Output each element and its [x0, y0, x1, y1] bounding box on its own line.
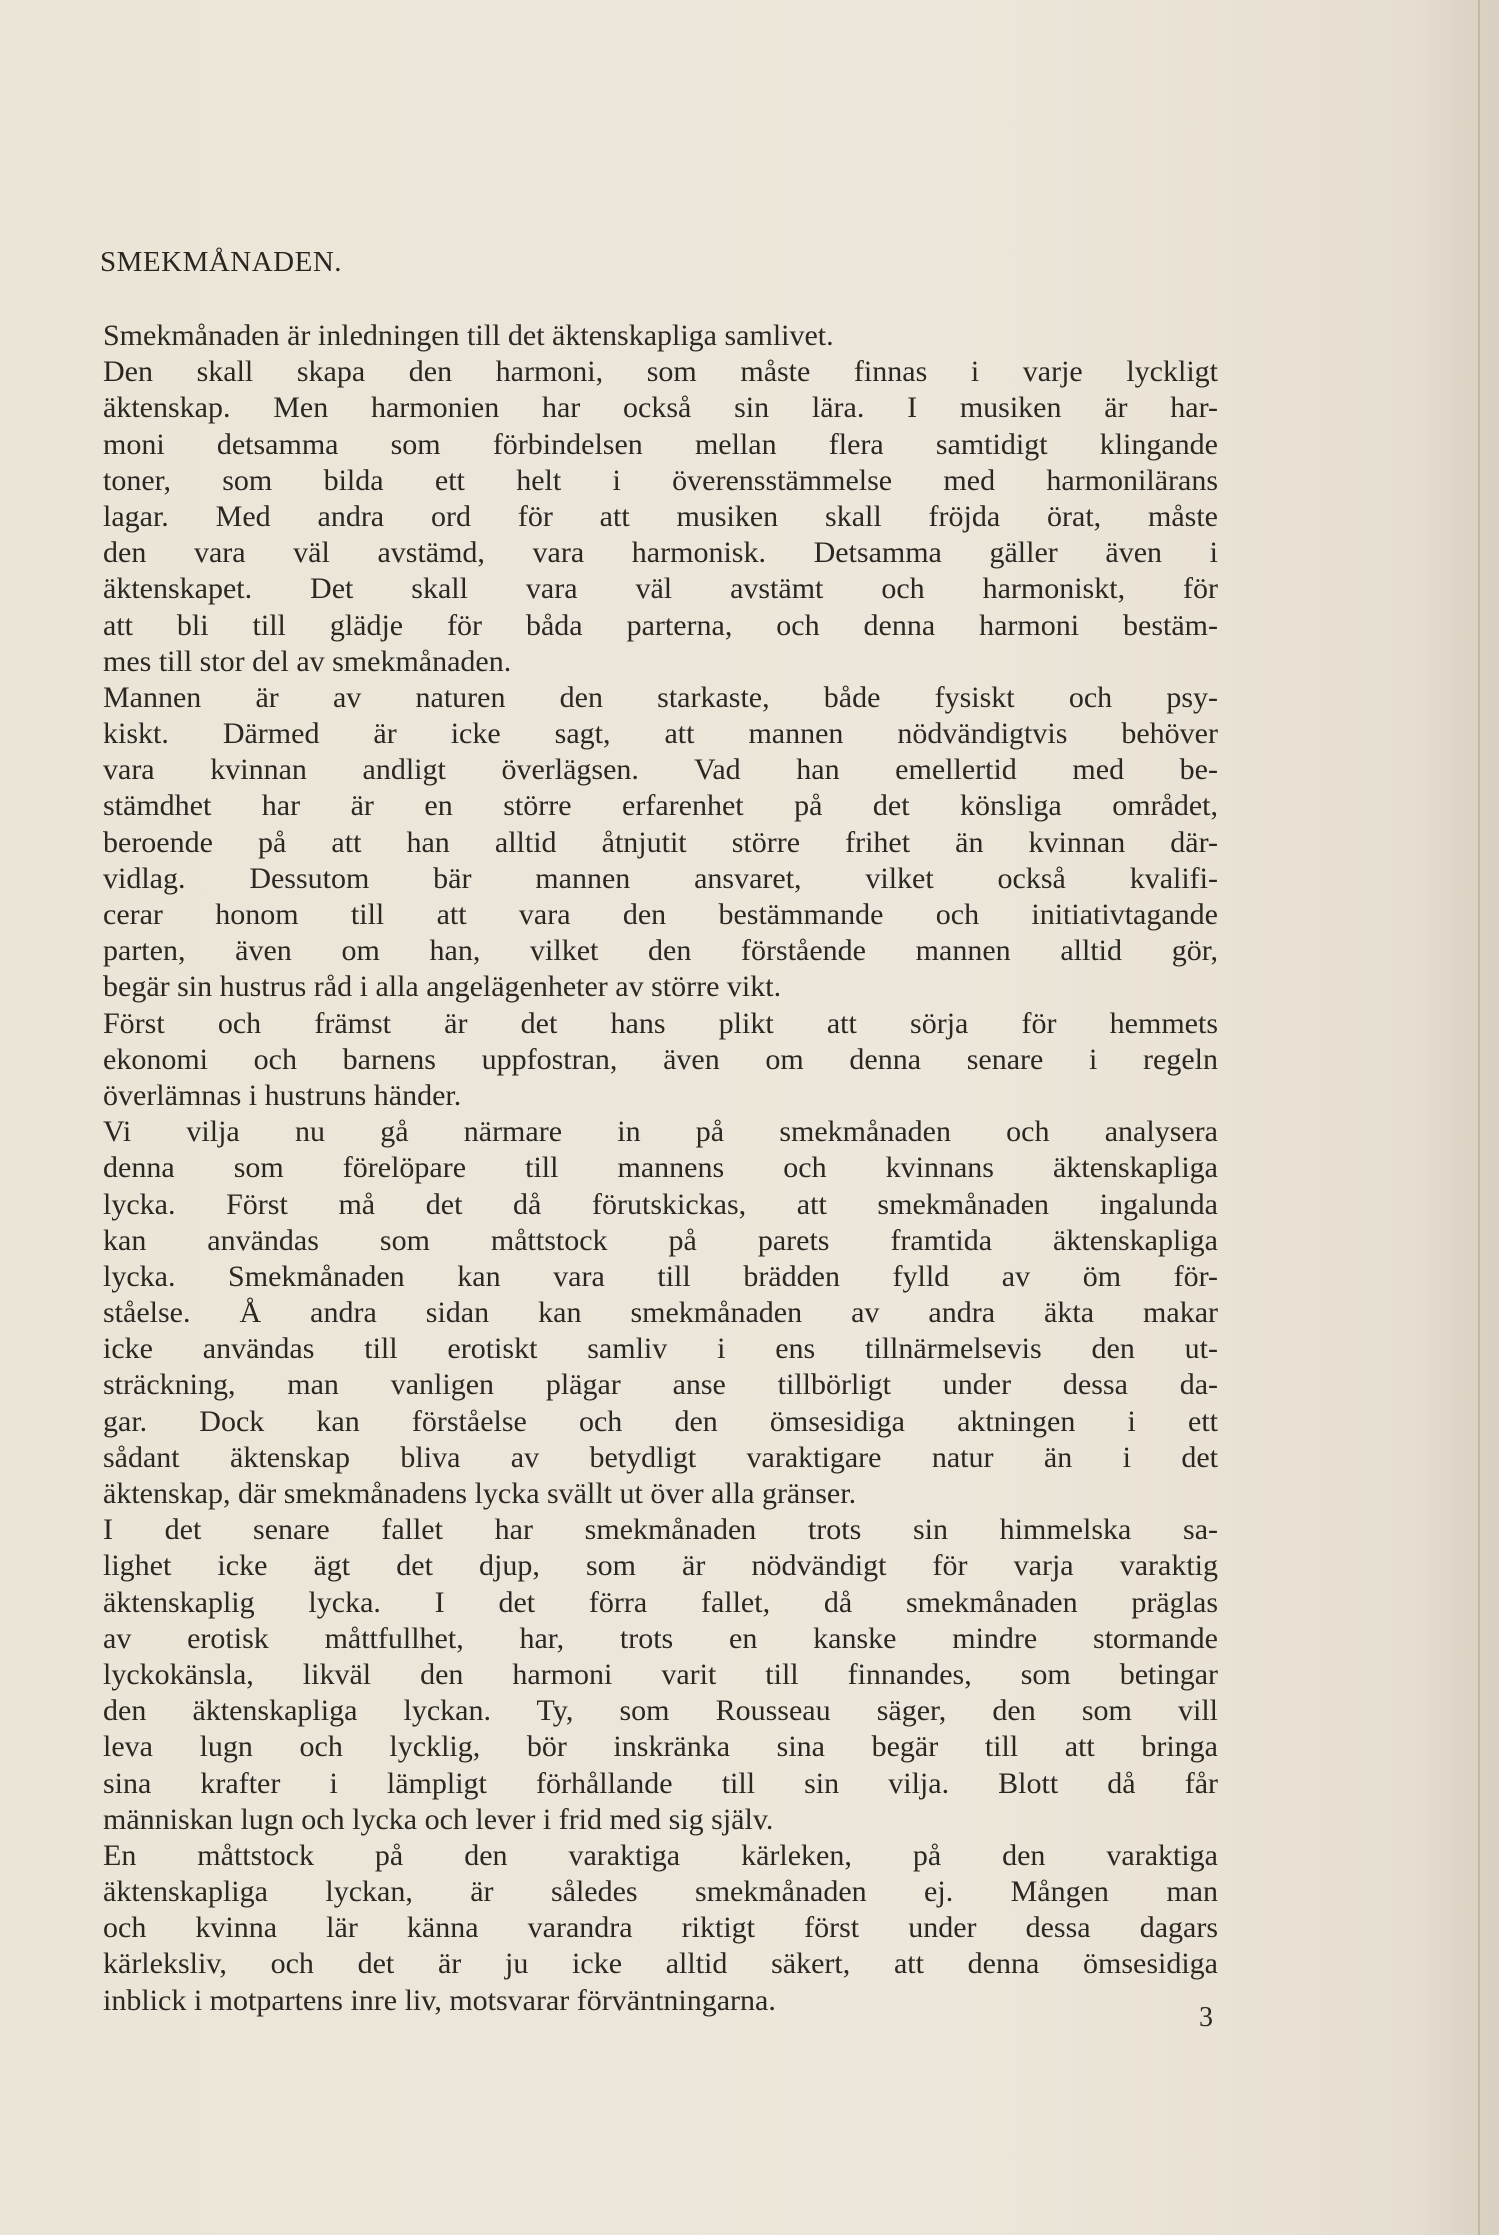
body-text [103, 318, 1218, 2019]
text-line: parten, även om han, vilket den förstående mannen alltid gör, [103, 934, 1218, 968]
text-line: äktenskaplig lycka. I det förra fallet, då smekmånaden präglas [103, 1585, 1218, 1619]
text-line: moni detsamma som förbindelsen mellan flera samtidigt klingande [103, 427, 1218, 461]
text-line: lycka. Smekmånaden kan vara till brädden fylld av öm för- [103, 1259, 1218, 1293]
text-line: sina krafter i lämpligt förhållande till sin vilja. Blott då får [103, 1766, 1218, 1800]
text-line: kan användas som måttstock på parets framtida äktenskapliga [103, 1223, 1218, 1257]
text-line: begär sin hustrus råd i alla angelägenheter av större vikt. [103, 970, 782, 1004]
text-line: Smekmånaden är inledningen till det äktenskapliga samlivet. [103, 319, 834, 352]
chapter-heading: SMEKMÅNADEN. [100, 246, 343, 278]
text-line: människan lugn och lycka och lever i frid med sig själv. [103, 1802, 774, 1836]
text-line: äktenskapliga lyckan, är således smekmånaden ej. Mången man [103, 1875, 1218, 1909]
text-line: denna som förelöpare till mannens och kvinnans äktenskapliga [103, 1151, 1218, 1185]
text-line: Först och främst är det hans plikt att sörja för hemmets [103, 1006, 1218, 1040]
text-line: Vi vilja nu gå närmare in på smekmånaden och analysera [103, 1115, 1218, 1149]
page-number: 3 [1199, 2002, 1213, 2033]
text-line: kärleksliv, och det är ju icke alltid säkert, att denna ömsesidiga [103, 1947, 1218, 1981]
text-line: kiskt. Därmed är icke sagt, att mannen nödvändigtvis behöver [103, 717, 1218, 751]
text-line: lighet icke ägt det djup, som är nödvändigt för varja varaktig [103, 1549, 1218, 1583]
text-line: Mannen är av naturen den starkaste, både fysiskt och psy- [103, 680, 1218, 714]
text-line: lyckokänsla, likväl den harmoni varit till finnandes, som betingar [103, 1657, 1218, 1691]
text-line: ekonomi och barnens uppfostran, även om denna senare i regeln [103, 1042, 1218, 1076]
text-line: lycka. Först må det då förutskickas, att smekmånaden ingalunda [103, 1187, 1218, 1221]
text-line: icke användas till erotiskt samliv i ens tillnärmelsevis den ut- [103, 1332, 1218, 1366]
text-line: äktenskapet. Det skall vara väl avstämt och harmoniskt, för [103, 572, 1218, 606]
text-line: vara kvinnan andligt överlägsen. Vad han emellertid med be- [103, 753, 1218, 787]
text-line: stämdhet har är en större erfarenhet på det könsliga området, [103, 789, 1218, 823]
text-line: mes till stor del av smekmånaden. [103, 644, 512, 678]
text-line: överlämnas i hustruns händer. [103, 1078, 462, 1112]
text-line: den vara väl avstämd, vara harmonisk. Detsamma gäller även i [103, 536, 1218, 570]
text-line: En måttstock på den varaktiga kärleken, på den varaktiga [103, 1838, 1218, 1872]
text-line: beroende på att han alltid åtnjutit större frihet än kvinnan där- [103, 825, 1218, 859]
text-line: ståelse. Å andra sidan kan smekmånaden av andra äkta makar [103, 1296, 1218, 1330]
text-line: Den skall skapa den harmoni, som måste finnas i varje lyckligt [103, 355, 1218, 389]
text-line: den äktenskapliga lyckan. Ty, som Rousseau säger, den som vill [103, 1694, 1218, 1728]
text-line: lagar. Med andra ord för att musiken skall fröjda örat, måste [103, 499, 1218, 533]
text-line: leva lugn och lycklig, bör inskränka sina begär till att bringa [103, 1730, 1218, 1764]
text-line: äktenskap. Men harmonien har också sin lära. I musiken är har- [103, 391, 1218, 425]
text-line: äktenskap, där smekmånadens lycka svällt ut över alla gränser. [103, 1477, 857, 1510]
text-line: av erotisk måttfullhet, har, trots en kanske mindre stormande [103, 1621, 1218, 1655]
text-line: sträckning, man vanligen plägar anse tillbörligt under dessa da- [103, 1368, 1218, 1402]
text-line: att bli till glädje för båda parterna, och denna harmoni bestäm- [103, 608, 1218, 642]
text-line: sådant äktenskap bliva av betydligt varaktigare natur än i det [103, 1440, 1218, 1474]
text-line: inblick i motpartens inre liv, motsvarar förväntningarna. [103, 1983, 776, 2017]
text-line: cerar honom till att vara den bestämmande och initiativtagande [103, 898, 1218, 931]
text-line: vidlag. Dessutom bär mannen ansvaret, vilket också kvalifi- [103, 861, 1218, 895]
page-edge [1478, 0, 1480, 2235]
text-line: toner, som bilda ett helt i överensstämmelse med harmonilärans [103, 463, 1218, 497]
text-line: gar. Dock kan förståelse och den ömsesidiga aktningen i ett [103, 1404, 1218, 1438]
text-line: och kvinna lär känna varandra riktigt först under dessa dagars [103, 1911, 1218, 1945]
text-line: I det senare fallet har smekmånaden trots sin himmelska sa- [103, 1513, 1218, 1547]
